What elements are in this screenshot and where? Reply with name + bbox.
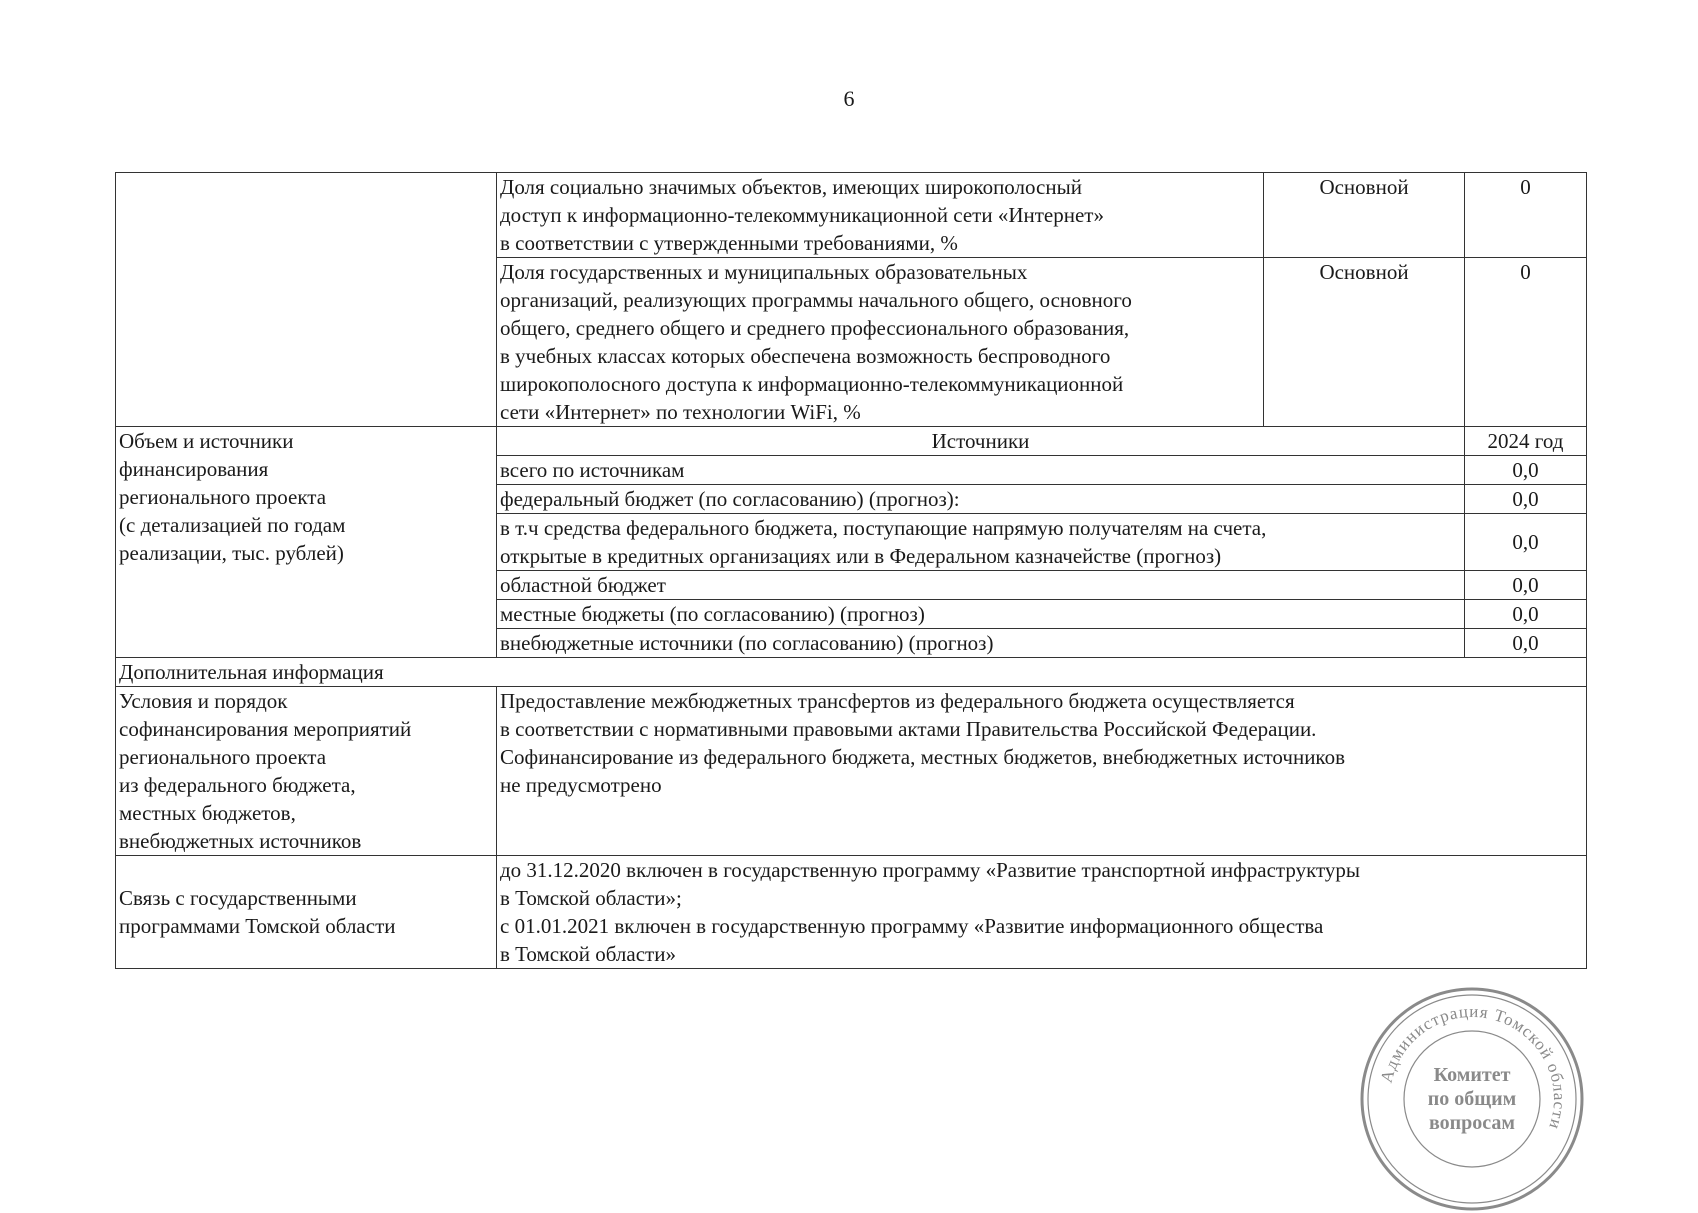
indicator-name: Доля социально значимых объектов, имеющих широкополосный доступ к информационно-телекоммуникационной сети «Интернет» в соответствии с утвержденными требованиями, % — [497, 173, 1264, 258]
financing-value: 0,0 — [1465, 456, 1587, 485]
additional-info-heading: Дополнительная информация — [116, 658, 1587, 687]
indicator-value: 0 — [1465, 258, 1587, 427]
stamp-center-line: вопросам — [1428, 1112, 1516, 1134]
financing-source: федеральный бюджет (по согласованию) (прогноз): — [497, 485, 1465, 514]
financing-source: внебюджетные источники (по согласованию) (прогноз) — [497, 629, 1465, 658]
cofinancing-text: Предоставление межбюджетных трансфертов из федерального бюджета осуществляется в соответствии с нормативными правовыми актами Правительства Российской Федерации. Софинансирование из федерального бюджета, местных бюджетов, внебюджетных источников не предусмотрено — [497, 687, 1587, 856]
financing-value: 0,0 — [1465, 571, 1587, 600]
financing-value: 0,0 — [1465, 600, 1587, 629]
financing-source: областной бюджет — [497, 571, 1465, 600]
additional-info-row — [116, 658, 1587, 687]
stamp-ring-text: Администрация Томской области — [1376, 1001, 1570, 1133]
financing-header-sources: Источники — [497, 427, 1465, 456]
indicator-name: Доля государственных и муниципальных образовательных организаций, реализующих программы начального общего, основного общего, среднего общего и среднего профессионального образования, в учебных классах которых обеспечена возможность беспроводного широкополосного доступа к информационно-телекоммуникационной сети «Интернет» по технологии WiFi, % — [497, 258, 1264, 427]
indicator-type: Основной — [1264, 258, 1465, 427]
stamp-center-line: Комитет — [1433, 1064, 1511, 1086]
financing-source: всего по источникам — [497, 456, 1465, 485]
financing-value: 0,0 — [1465, 485, 1587, 514]
indicator-label-cell — [116, 173, 497, 427]
cofinancing-label: Условия и порядок софинансирования мероприятий регионального проекта из федерального бюджета, местных бюджетов, внебюджетных источников — [116, 687, 497, 856]
financing-source: в т.ч средства федерального бюджета, поступающие напрямую получателям на счета, открытые в кредитных организациях или в Федеральном казначействе (прогноз) — [497, 514, 1465, 571]
programs-link-row — [116, 856, 1587, 969]
indicator-value: 0 — [1465, 173, 1587, 258]
indicator-type: Основной — [1264, 173, 1465, 258]
financing-label: Объем и источники финансирования регионального проекта (с детализацией по годам реализации, тыс. рублей) — [116, 427, 497, 658]
stamp-center-line: по общим — [1427, 1088, 1517, 1110]
indicator-row — [116, 173, 1587, 258]
financing-source: местные бюджеты (по согласованию) (прогноз) — [497, 600, 1465, 629]
programs-link-label: Связь с государственными программами Томской области — [116, 856, 497, 969]
financing-header-row — [116, 427, 1587, 456]
committee-stamp — [1358, 985, 1586, 1213]
cofinancing-row — [116, 687, 1587, 856]
financing-value: 0,0 — [1465, 629, 1587, 658]
financing-header-year: 2024 год — [1465, 427, 1587, 456]
programs-link-text: до 31.12.2020 включен в государственную программу «Развитие транспортной инфраструктуры в Томской области»; с 01.01.2021 включен в государственную программу «Развитие информационного общества в Томской области» — [497, 856, 1587, 969]
passport-table — [115, 172, 1587, 969]
financing-value: 0,0 — [1465, 514, 1587, 571]
page-number: 6 — [843, 86, 855, 111]
